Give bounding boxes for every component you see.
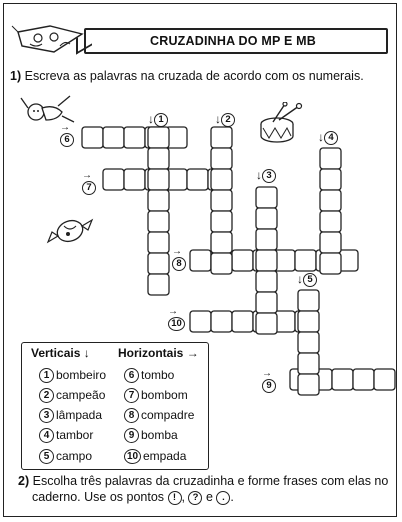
horizontal-word-6: 6 tombo	[124, 368, 174, 383]
cell-down-5-4[interactable]	[298, 353, 319, 374]
cell-down-3-1[interactable]	[256, 187, 277, 208]
cell-across-10-1[interactable]	[190, 311, 211, 332]
vertical-word-1: 1 bombeiro	[39, 368, 106, 383]
cell-across-9-4[interactable]	[353, 369, 374, 390]
clue-marker-down-2: ↓ 2	[215, 112, 235, 127]
cell-down-2-3[interactable]	[211, 169, 232, 190]
clue-marker-down-5: ↓ 5	[297, 272, 317, 287]
question-2-line1: Escolha três palavras da cruzadinha e forme frases com elas no	[32, 474, 389, 488]
cell-down-4-2[interactable]	[320, 169, 341, 190]
horizontal-word-7: 7 bombom	[124, 388, 188, 403]
cell-across-7-1[interactable]	[103, 169, 124, 190]
cell-down-4-3[interactable]	[320, 190, 341, 211]
cell-across-8-3[interactable]	[232, 250, 253, 271]
cell-across-6-3[interactable]	[124, 127, 145, 148]
horizontal-word-8: 8 compadre	[124, 408, 194, 423]
cell-down-1-4[interactable]	[148, 190, 169, 211]
cell-down-2-4[interactable]	[211, 190, 232, 211]
verticais-header: Verticais ↓	[31, 346, 90, 360]
cell-down-3-3[interactable]	[256, 229, 277, 250]
cell-down-1-5[interactable]	[148, 211, 169, 232]
cell-down-1-6[interactable]	[148, 232, 169, 253]
cell-down-5-3[interactable]	[298, 332, 319, 353]
clue-marker-across-7: → 7	[82, 172, 96, 195]
cell-down-3-5[interactable]	[256, 271, 277, 292]
horizontal-word-9: 9 bomba	[124, 428, 178, 443]
clue-marker-across-8: → 8	[172, 248, 186, 271]
question-2-number: 2)	[18, 474, 30, 488]
question-mark: ?	[188, 491, 202, 505]
vertical-word-5: 5 campo	[39, 449, 92, 464]
cell-down-4-1[interactable]	[320, 148, 341, 169]
clue-marker-across-9: → 9	[262, 370, 276, 393]
cell-down-5-5[interactable]	[298, 374, 319, 395]
clue-marker-down-1: ↓ 1	[148, 112, 168, 127]
question-2-line2: caderno. Use os pontos ! , ? e . .	[32, 490, 234, 504]
clue-marker-across-6: → 6	[60, 124, 74, 147]
question-2	[18, 474, 396, 489]
period-mark: .	[216, 491, 230, 505]
cell-across-6-1[interactable]	[82, 127, 103, 148]
cell-down-3-7[interactable]	[256, 313, 277, 334]
cell-across-8-1[interactable]	[190, 250, 211, 271]
cell-down-3-4[interactable]	[256, 250, 277, 271]
cell-across-7-5[interactable]	[187, 169, 208, 190]
cell-across-10-2[interactable]	[211, 311, 232, 332]
vertical-word-3: 3 lâmpada	[39, 408, 102, 423]
horizontal-word-10: 10 empada	[124, 449, 186, 464]
cell-down-4-6[interactable]	[320, 253, 341, 274]
cell-down-2-2[interactable]	[211, 148, 232, 169]
page-title: CRUZADINHA DO MP E MB	[150, 34, 317, 48]
cell-down-1-3[interactable]	[148, 169, 169, 190]
horizontais-header: Horizontais →	[118, 346, 199, 360]
cell-down-1-1[interactable]	[148, 127, 169, 148]
cell-down-5-1[interactable]	[298, 290, 319, 311]
vertical-word-2: 2 campeão	[39, 388, 105, 403]
cell-across-9-5[interactable]	[374, 369, 395, 390]
cell-across-10-3[interactable]	[232, 311, 253, 332]
cell-down-4-5[interactable]	[320, 232, 341, 253]
vertical-word-4: 4 tambor	[39, 428, 93, 443]
cell-down-1-2[interactable]	[148, 148, 169, 169]
cell-down-1-8[interactable]	[148, 274, 169, 295]
cell-down-3-2[interactable]	[256, 208, 277, 229]
exclamation-mark: !	[168, 491, 182, 505]
cell-across-7-2[interactable]	[124, 169, 145, 190]
cell-across-8-6[interactable]	[295, 250, 316, 271]
question-1-number: 1)	[10, 69, 22, 83]
clue-marker-across-10: → 10	[168, 308, 185, 331]
cell-across-6-2[interactable]	[103, 127, 124, 148]
question-1-text: Escreva as palavras na cruzada de acordo com os numerais.	[24, 69, 364, 83]
cell-down-2-5[interactable]	[211, 211, 232, 232]
cell-down-3-6[interactable]	[256, 292, 277, 313]
cell-across-9-3[interactable]	[332, 369, 353, 390]
cell-down-5-2[interactable]	[298, 311, 319, 332]
cell-down-4-4[interactable]	[320, 211, 341, 232]
clue-marker-down-4: ↓ 4	[318, 130, 338, 145]
cell-down-2-1[interactable]	[211, 127, 232, 148]
cell-down-1-7[interactable]	[148, 253, 169, 274]
cell-down-2-7[interactable]	[211, 253, 232, 274]
cell-down-2-6[interactable]	[211, 232, 232, 253]
clue-marker-down-3: ↓ 3	[256, 168, 276, 183]
